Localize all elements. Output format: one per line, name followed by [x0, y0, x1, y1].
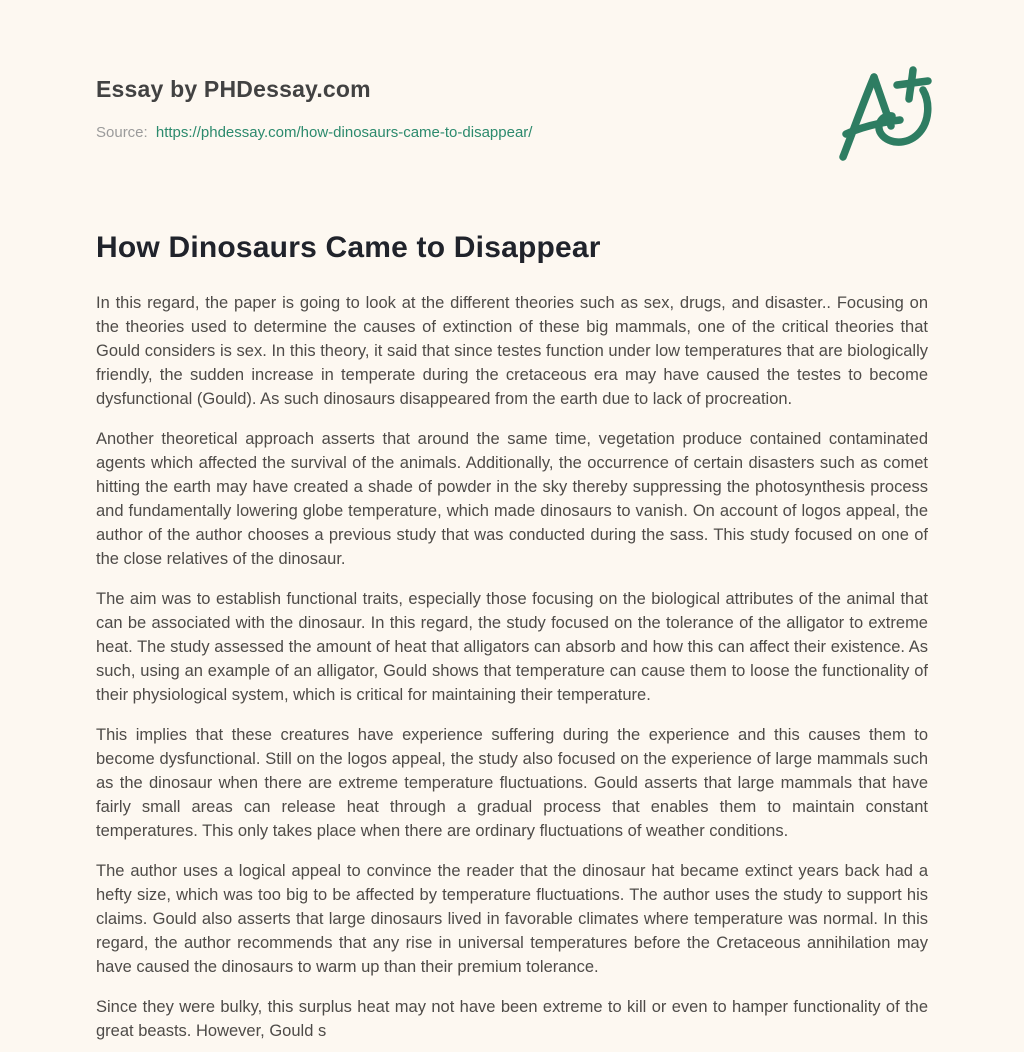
essay-paragraph-6: Since they were bulky, this surplus heat may not have been extreme to kill or even to hamper functionality of the great beasts. However, Gould s — [96, 998, 928, 1040]
essay-paragraph-4: This implies that these creatures have experience suffering during the experience and this causes them to become dysfunctional. Still on the logos appeal, the study also focused on the experience of large mammals such as the dinosaur when there are extreme temperature fluctuations. Gould asserts that large mammals that have fairly small areas can release heat through a gradual process that enables them to maintain constant temperatures. This only takes place when there are ordinary fluctuations of weather conditions. — [96, 726, 928, 840]
a-plus-logo-icon — [834, 64, 934, 164]
essay-paragraph-1: In this regard, the paper is going to look at the different theories such as sex, drugs, and disaster.. Focusing on the theories used to determine the causes of extinction of these big mammals, one of the critical theories that Gould considers is sex. In this theory, it said that since testes function under low temperatures that are biologically friendly, the sudden increase in temperate during the cretaceous era may have caused the testes to become dysfunctional (Gould). As such dinosaurs disappeared from the earth due to lack of procreation. — [96, 294, 928, 408]
essay-paragraph-2: Another theoretical approach asserts that around the same time, vegetation produce contained contaminated agents which affected the survival of the animals. Additionally, the occurrence of certain disasters such as comet hitting the earth may have created a shade of powder in the sky thereby suppressing the photosynthesis process and fundamentally lowering globe temperature, which made dinosaurs to vanish. On account of logos appeal, the author of the author chooses a previous study that was conducted during the sass. This study focused on one of the close relatives of the dinosaur. — [96, 430, 928, 568]
essay-paragraph-5: The author uses a logical appeal to convince the reader that the dinosaur hat became extinct years back had a hefty size, which was too big to be affected by temperature fluctuations. The author uses the study to support his claims. Gould also asserts that large dinosaurs lived in favorable climates where temperature was normal. In this regard, the author recommends that any rise in universal temperatures before the Cretaceous annihilation may have caused the dinosaurs to warm up than their premium tolerance. — [96, 862, 928, 976]
essay-title: How Dinosaurs Came to Disappear — [96, 231, 601, 264]
site-heading: Essay by PHDessay.com — [96, 76, 371, 102]
source-line — [96, 124, 928, 141]
source-label: Source: — [96, 124, 148, 141]
page-header — [96, 0, 928, 141]
essay-body — [96, 291, 928, 1043]
source-link[interactable]: https://phdessay.com/how-dinosaurs-came-to-disappear/ — [155, 124, 533, 141]
essay-content — [96, 231, 928, 1043]
essay-paragraph-3: The aim was to establish functional traits, especially those focusing on the biological attributes of the animal that can be associated with the dinosaur. In this regard, the study focused on the tolerance of the alligator to extreme heat. The study assessed the amount of heat that alligators can absorb and how this can affect their existence. As such, using an example of an alligator, Gould shows that temperature can cause them to loose the functionality of their physiological system, which is critical for maintaining their temperature. — [96, 590, 928, 704]
